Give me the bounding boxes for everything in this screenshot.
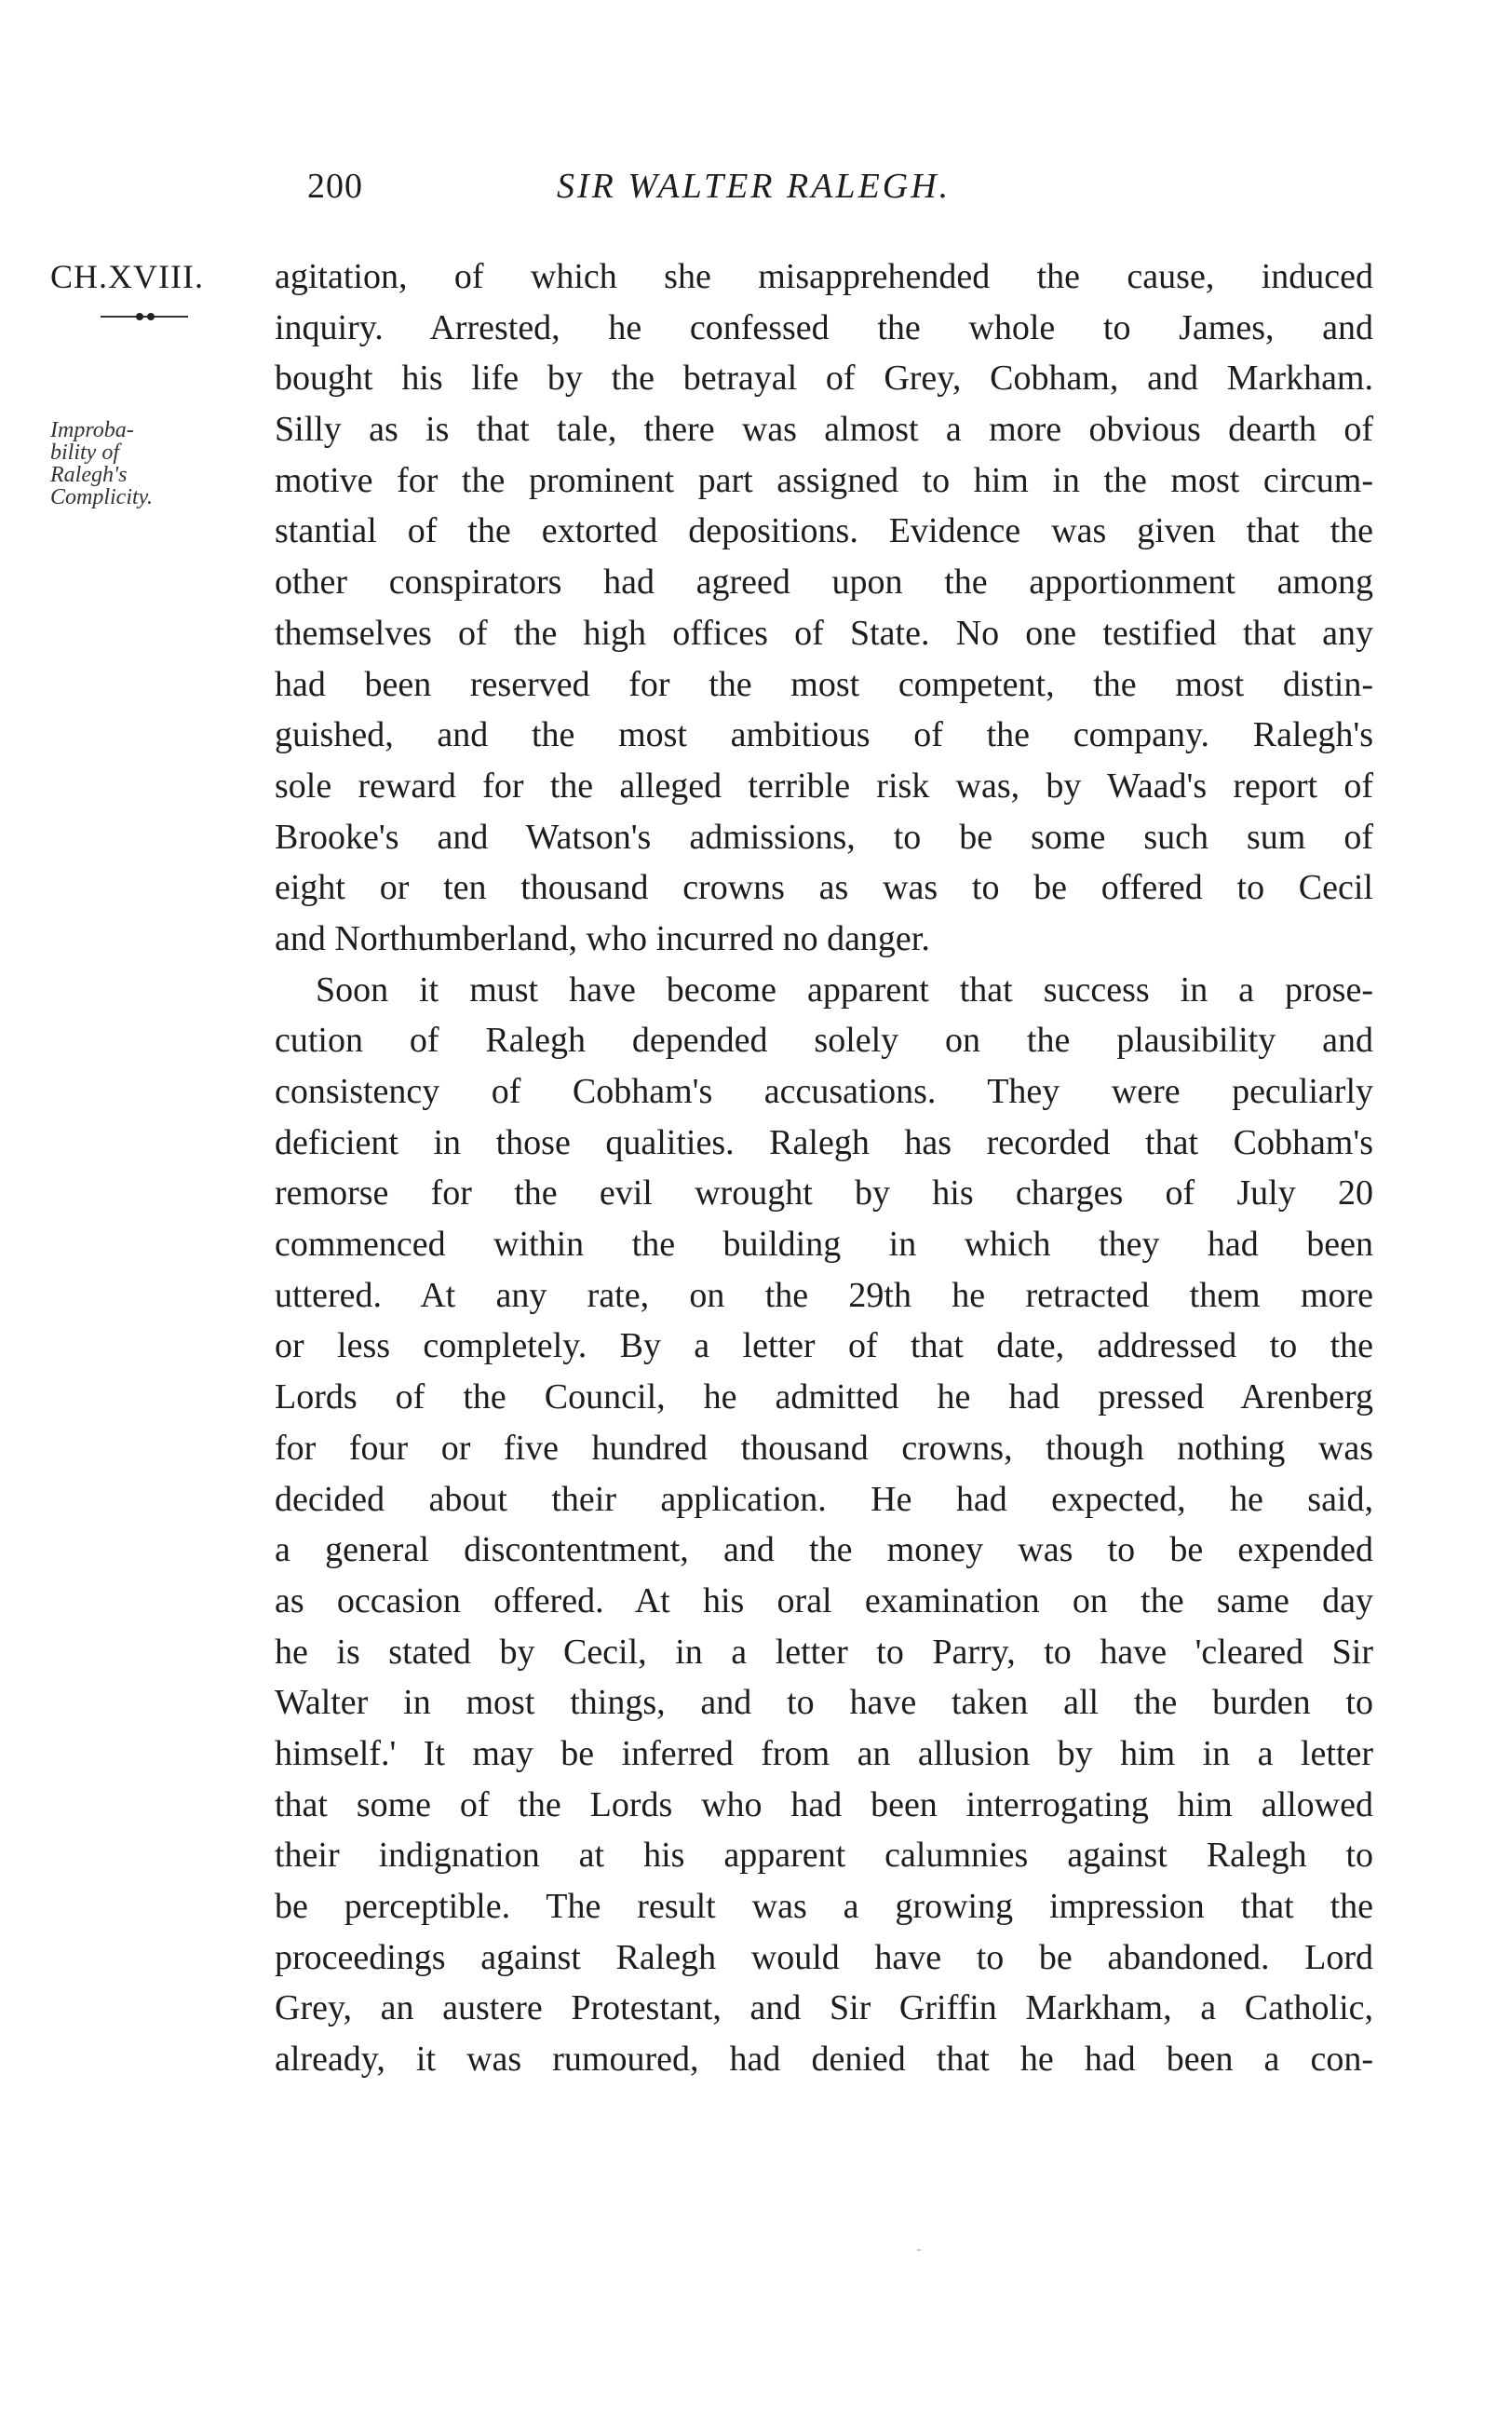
text-line: Lords of the Council, he admitted he had pressed Arenberg [275,1377,1373,1417]
text-line: bought his life by the betrayal of Grey, Cobham, and Markham. [275,359,1373,399]
running-title: SIR WALTER RALEGH. [557,167,952,206]
text-line: proceedings against Ralegh would have to be abandoned. Lord [275,1937,1373,1977]
text-line: their indignation at his apparent calumnies against Ralegh to [275,1836,1373,1876]
marginal-note-line: Complicity. [50,485,153,509]
text-line: or less completely. By a letter of that date, addressed to the [275,1326,1373,1366]
text-line: decided about their application. He had expected, he said, [275,1479,1373,1519]
marginal-note [50,419,153,508]
text-line: consistency of Cobham's accusations. They were peculiarly [275,1072,1373,1111]
body-text [275,251,1373,2085]
text-line: remorse for the evil wrought by his charges of July 20 [275,1173,1373,1213]
text-line: he is stated by Cecil, in a letter to Parry, to have 'cleared Sir [275,1632,1373,1672]
text-line: uttered. At any rate, on the 29th he retracted them more [275,1275,1373,1315]
text-line: commenced within the building in which they had been [275,1225,1373,1265]
text-line: Soon it must have become apparent that success in a prose- [316,969,1373,1010]
marginal-note-line: Improba- [50,418,134,442]
text-line: a general discontentment, and the money was to be expended [275,1530,1373,1570]
text-line: Brooke's and Watson's admissions, to be some such sum of [275,817,1373,857]
text-line: eight or ten thousand crowns as was to be offered to Cecil [275,868,1373,908]
chapter-marker: CH.XVIII. [50,258,204,295]
text-line: Silly as is that tale, there was almost a more obvious dearth of [275,410,1373,450]
text-line: stantial of the extorted depositions. Evidence was given that the [275,511,1373,551]
text-line: Walter in most things, and to have taken all the burden to [275,1683,1373,1723]
marginal-note-line: Ralegh's [50,463,128,487]
ornament-divider-icon [93,307,196,326]
text-line: for four or five hundred thousand crowns, though nothing was [275,1428,1373,1468]
text-line: himself.' It may be inferred from an allusion by him in a letter [275,1733,1373,1773]
text-line: already, it was rumoured, had denied that he had been a con- [275,2040,1373,2080]
text-line: and Northumberland, who incurred no danger. [275,918,930,958]
text-line: motive for the prominent part assigned to him in the most circum- [275,460,1373,500]
text-line: cution of Ralegh depended solely on the plausibility and [275,1021,1373,1061]
text-line: guished, and the most ambitious of the company. Ralegh's [275,715,1373,755]
text-line: themselves of the high offices of State. No one testified that any [275,613,1373,653]
text-line: that some of the Lords who had been interrogating him allowed [275,1784,1373,1824]
text-line: sole reward for the alleged terrible risk was, by Waad's report of [275,766,1373,806]
text-line: as occasion offered. At his oral examination on the same day [275,1580,1373,1620]
text-line: Grey, an austere Protestant, and Sir Griffin Markham, a Catholic, [275,1988,1373,2028]
page-speck [917,2249,921,2251]
text-line: had been reserved for the most competent, the most distin- [275,664,1373,704]
page-number: 200 [307,167,363,206]
text-line: other conspirators had agreed upon the apportionment among [275,563,1373,603]
text-line: be perceptible. The result was a growing impression that the [275,1887,1373,1926]
marginal-note-line: bility of [50,441,119,465]
text-line: agitation, of which she misapprehended the cause, induced [275,257,1373,296]
text-line: deficient in those qualities. Ralegh has recorded that Cobham's [275,1122,1373,1162]
text-line: inquiry. Arrested, he confessed the whole to James, and [275,307,1373,347]
running-head [0,166,1512,222]
